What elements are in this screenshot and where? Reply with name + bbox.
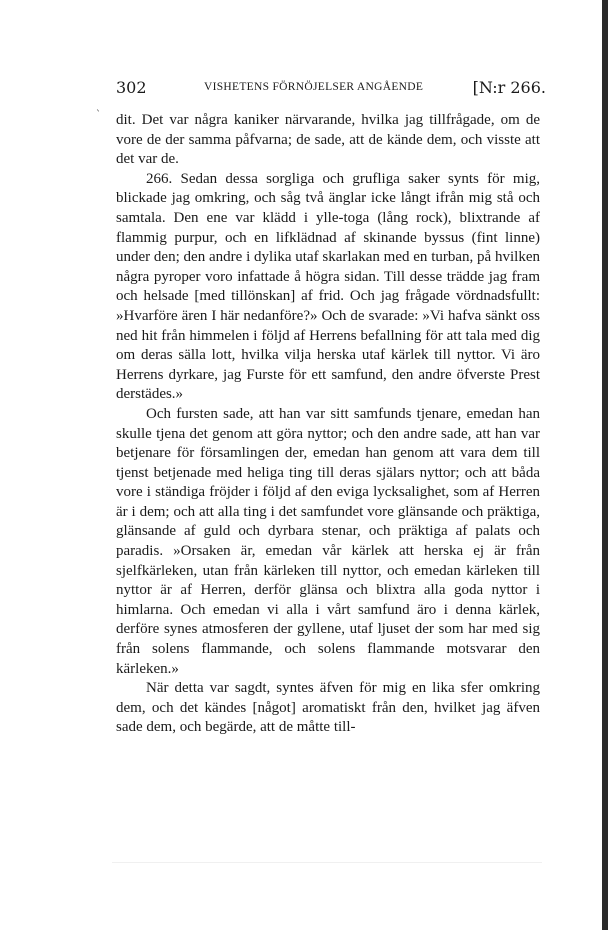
section-reference: [N:r 266.: [472, 78, 546, 97]
paragraph-continuation: dit. Det var några kaniker närvarande, hvilka jag tillfrågade, om de vore de der samma påfvarna; de sade, att de kände dem, och visste att det var de.: [116, 112, 540, 168]
paragraph-266: 266. Sedan dessa sorgliga och grufliga saker synts för mig, blickade jag omkring, och såg två änglar icke långt ifrån mig stå och samtala. Den ene var klädd i ylle-toga (lång rock), blixtrande af flammig purpur, och en lifklädnad af skinande byssus (fint linne) under den; den andre i dylika utaf skarlakan med en turban, på hvilken några pyroper voro infattade å högra sidan. Till desse trädde jag fram och helsade [med tillönskan] af frid. Och jag frågade vördnadsfullt: »Hvarföre ären I här nedanföre?» Och de svarade: »Vi hafva sänkt oss ned hit från himmelen i följd af Herrens befallning för att tala med dig om deras sälla lott, hvilka vilja herska utaf kärlek till nyttor. Vi äro Herrens dyrkare, jag Furste för ett samfund, den andre öfverste Prest derstädes.»: [116, 170, 540, 403]
running-header: [116, 78, 546, 100]
running-title: VISHETENS FÖRNÖJELSER ANGÅENDE: [204, 81, 424, 93]
page-bottom-margin: [112, 862, 542, 863]
margin-mark: `: [96, 110, 101, 121]
paragraph-sfer: När detta var sagdt, syntes äfven för mig en lika sfer omkring dem, och det kändes [något] aromatiskt från den, hvilket jag äfven sade dem, och begärde, att de måtte till-: [116, 680, 540, 736]
page-number: 302: [116, 78, 147, 97]
paragraph-furste: Och fursten sade, att han var sitt samfunds tjenare, emedan han skulle tjena det genom att göra nyttor; och den andre sade, att han var betjenare för församlingen der, emedan han genom att vara dem till tjenst betjenade med heliga ting till deras själars nyttor; och att båda vore i ständiga fröjder i följd af den eviga lycksalighet, som af Herren är i dem; och att alla ting i det samfundet vore glänsande och präktiga, glänsande af guld och dyrbara stenar, och präktiga af palats och paradis. »Orsaken är, emedan vår kärlek att herska ej är från sjelfkärleken, utan från kärleken till nyttor, och emedan kärleken till nyttor är af Herren, derför glänsa och blixtra alla goda nyttor i himlarna. Och emedan vi alla i vårt samfund äro i denna kärlek, derföre synes atmosferen der gyllene, utaf ljuset der som har med sig från solens flammande, och solens flammande motsvarar den kärleken.»: [116, 405, 540, 677]
page-edge-shadow: [602, 0, 608, 930]
body-text: [116, 111, 540, 738]
